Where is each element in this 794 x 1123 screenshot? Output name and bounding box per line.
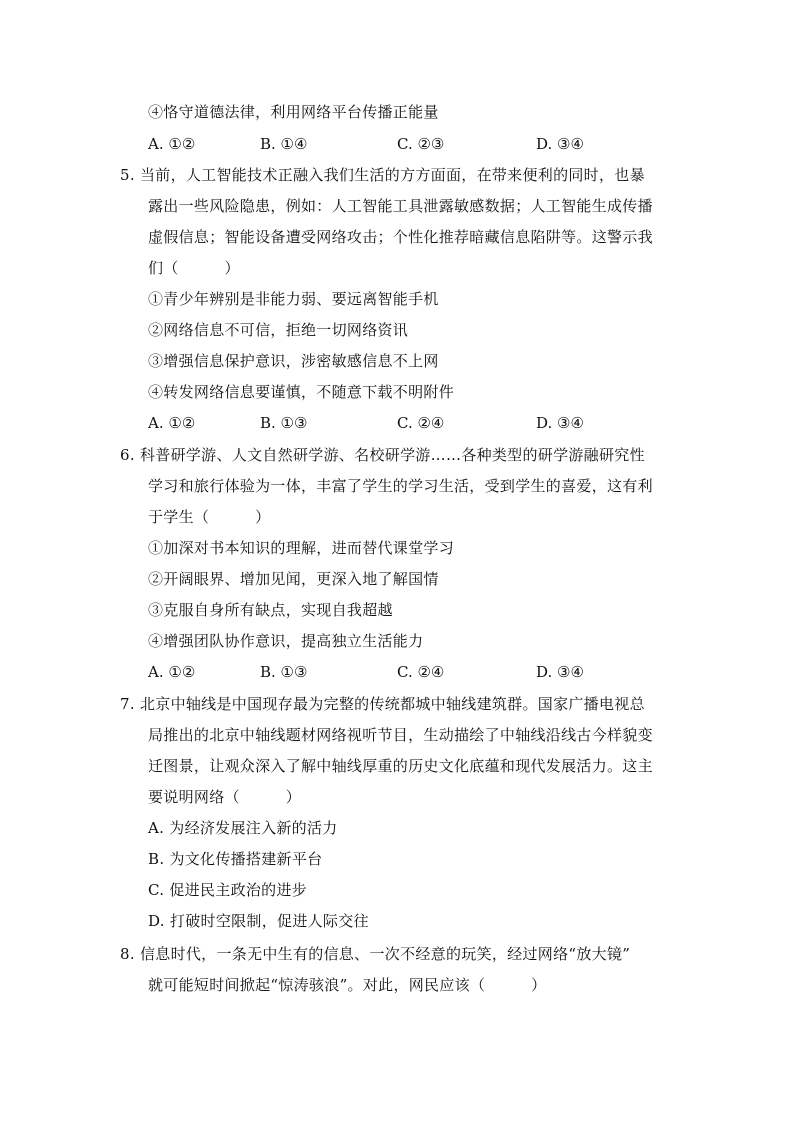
q8-stem-line-1: 8. 信息时代，一条无中生有的信息、一次不经意的玩笑，经过网络“放大镜” xyxy=(120,945,631,963)
q7-stem-line-4: 要说明网络（ ） xyxy=(148,788,302,806)
q4-item-4: ④恪守道德法律，利用网络平台传播正能量 xyxy=(148,103,439,121)
q5-stem-line-1: 5. 当前，人工智能技术正融入我们生活的方方面面，在带来便利的同时，也暴 xyxy=(120,166,645,184)
q5-item-1: ①青少年辨别是非能力弱、要远离智能手机 xyxy=(148,290,439,308)
q7-choice-d: D. 打破时空限制，促进人际交往 xyxy=(148,912,369,930)
q7-stem-line-3: 迁图景，让观众深入了解中轴线厚重的历史文化底蕴和现代发展活力。这主 xyxy=(148,757,653,775)
q6-stem-line-2: 学习和旅行体验为一体，丰富了学生的学习生活，受到学生的喜爱，这有利 xyxy=(148,477,653,495)
q5-item-4: ④转发网络信息要谨慎，不随意下载不明附件 xyxy=(148,383,455,401)
q4-option-b: B. ①④ xyxy=(260,135,308,153)
q5-item-3: ③增强信息保护意识，涉密敏感信息不上网 xyxy=(148,352,439,370)
q6-option-a: A. ①② xyxy=(148,663,196,681)
q4-option-d: D. ③④ xyxy=(536,135,584,153)
q5-option-a: A. ①② xyxy=(148,414,196,432)
q8-stem-line-2: 就可能短时间掀起“惊涛骇浪”。对此，网民应该（ ） xyxy=(148,976,547,994)
q6-item-2: ②开阔眼界、增加见闻，更深入地了解国情 xyxy=(148,570,439,588)
q6-stem-line-3: 于学生（ ） xyxy=(148,508,271,526)
q5-stem-line-4: 们（ ） xyxy=(148,259,240,277)
q5-option-b: B. ①③ xyxy=(260,414,308,432)
q7-stem-line-2: 局推出的北京中轴线题材网络视听节目，生动描绘了中轴线沿线古今样貌变 xyxy=(148,726,653,744)
q6-option-c: C. ②④ xyxy=(397,663,445,681)
q7-choice-c: C. 促进民主政治的进步 xyxy=(148,881,308,899)
q5-stem-line-3: 虚假信息；智能设备遭受网络攻击；个性化推荐暗藏信息陷阱等。这警示我 xyxy=(148,228,653,246)
q7-stem-line-1: 7. 北京中轴线是中国现存最为完整的传统都城中轴线建筑群。国家广播电视总 xyxy=(120,695,645,713)
q5-stem-line-2: 露出一些风险隐患，例如：人工智能工具泄露敏感数据；人工智能生成传播 xyxy=(148,197,653,215)
q5-option-c: C. ②④ xyxy=(397,414,445,432)
q7-choice-b: B. 为文化传播搭建新平台 xyxy=(148,850,323,868)
q6-item-3: ③克服自身所有缺点，实现自我超越 xyxy=(148,601,393,619)
q6-option-d: D. ③④ xyxy=(536,663,584,681)
q4-option-c: C. ②③ xyxy=(397,135,445,153)
q6-option-b: B. ①③ xyxy=(260,663,308,681)
q7-choice-a: A. 为经济发展注入新的活力 xyxy=(148,819,338,837)
q5-option-d: D. ③④ xyxy=(536,414,584,432)
q6-item-4: ④增强团队协作意识，提高独立生活能力 xyxy=(148,632,424,650)
q5-item-2: ②网络信息不可信，拒绝一切网络资讯 xyxy=(148,321,409,339)
q4-option-a: A. ①② xyxy=(148,135,196,153)
q6-stem-line-1: 6. 科普研学游、人文自然研学游、名校研学游……各种类型的研学游融研究性 xyxy=(120,446,645,464)
q6-item-1: ①加深对书本知识的理解，进而替代课堂学习 xyxy=(148,539,455,557)
